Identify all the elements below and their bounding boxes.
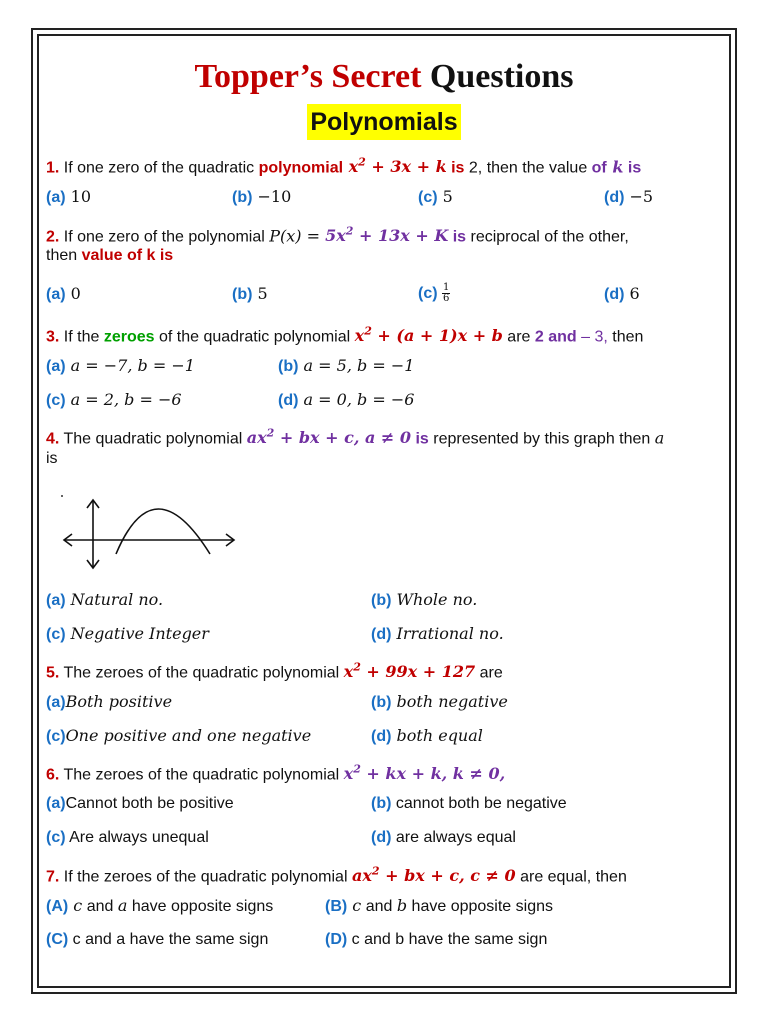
option-value: Irrational no. [391, 624, 504, 643]
question-text: If the [59, 328, 104, 346]
q3-option-b[interactable] [278, 355, 414, 378]
option-label: (a) [46, 189, 66, 206]
option-label: (a) [46, 795, 66, 812]
question-text: 2, then the value [464, 159, 592, 177]
option-text: and [361, 898, 397, 915]
option-label: (d) [604, 189, 625, 206]
q7-option-c[interactable] [46, 929, 268, 951]
math-expression: P(x) [269, 226, 302, 246]
q3-option-a[interactable] [46, 355, 195, 378]
option-label: (c) [46, 829, 66, 846]
q2-option-b[interactable] [232, 283, 268, 306]
option-label: (c) [418, 189, 438, 206]
option-value: −10 [252, 187, 292, 206]
question-number: 5. [46, 664, 60, 682]
option-label: (D) [325, 931, 348, 948]
q3-option-d[interactable] [278, 389, 414, 412]
option-label: (c) [418, 285, 438, 302]
option-label: (b) [232, 189, 253, 206]
q4-option-c[interactable] [46, 623, 209, 646]
option-label: (a) [46, 592, 66, 609]
q7-option-b[interactable] [325, 895, 553, 918]
question-text: is [46, 450, 58, 467]
question-text: The zeroes of the quadratic polynomial [59, 664, 344, 682]
keyword-is: is [411, 430, 429, 448]
parabola-curve [116, 509, 210, 554]
keyword-polynomial: polynomial [258, 159, 344, 177]
math-variable: b [396, 896, 408, 915]
option-value: a = 0, b = −6 [298, 390, 415, 409]
q6-option-b[interactable] [371, 793, 567, 815]
math-expression: $x^2 + 3x + k$ [343, 156, 447, 177]
q1-option-a[interactable] [46, 186, 91, 209]
q7-option-a[interactable] [46, 895, 273, 918]
question-text: If the zeroes of the quadratic polynomial [59, 868, 352, 886]
q2-option-a[interactable] [46, 283, 81, 306]
option-label: (b) [371, 592, 392, 609]
option-label: (C) [46, 931, 69, 948]
q5-option-b[interactable] [371, 691, 508, 714]
option-label: (b) [371, 694, 392, 711]
option-value: a = −7, b = −1 [65, 356, 195, 375]
q5-option-d[interactable] [371, 725, 483, 748]
keyword-values: – 3, [576, 328, 608, 346]
option-value: Cannot both be positive [65, 795, 234, 812]
option-value: cannot both be negative [391, 795, 567, 812]
question-2-line-2 [46, 245, 173, 267]
option-label: (b) [371, 795, 392, 812]
keyword-zeroes: zeroes [103, 328, 155, 346]
parabola-graph [58, 494, 242, 574]
option-value: are always equal [391, 829, 516, 846]
option-label: (b) [278, 358, 299, 375]
option-label: (A) [46, 898, 69, 915]
option-label: (d) [371, 829, 392, 846]
option-text: have opposite signs [127, 898, 274, 915]
question-text: If one zero of the polynomial [59, 228, 270, 246]
question-number: 6. [46, 766, 60, 784]
q1-option-d[interactable] [604, 186, 653, 209]
question-1 [46, 152, 641, 179]
keyword-of: of [591, 159, 607, 177]
option-value: 5 [252, 284, 268, 303]
math-expression: $x^2 + 99x + 127$ [343, 661, 476, 682]
option-text: have opposite signs [407, 898, 553, 915]
fraction-denominator: 6 [443, 293, 450, 305]
question-text: are [475, 664, 503, 682]
q6-option-a[interactable] [46, 793, 234, 815]
q5-option-a[interactable] [46, 691, 172, 714]
question-3 [46, 321, 643, 348]
q1-option-b[interactable] [232, 186, 291, 209]
option-value: Whole no. [391, 590, 478, 609]
option-value: Negative Integer [65, 624, 209, 643]
math-expression: $5x^2 + 13x + K$ [325, 225, 449, 246]
stray-dot [61, 495, 63, 497]
option-value: a = 2, b = −6 [65, 390, 182, 409]
math-expression: $ax^2$ + bx + c, a ≠ 0 [246, 427, 412, 448]
option-value: 6 [624, 284, 640, 303]
option-label: (b) [232, 286, 253, 303]
question-4 [46, 423, 664, 450]
question-number: 7. [46, 868, 60, 886]
option-value: 10 [65, 187, 92, 206]
math-variable: a [117, 896, 128, 915]
q3-option-c[interactable] [46, 389, 182, 412]
option-label: (c) [46, 392, 66, 409]
q2-option-d[interactable] [604, 283, 640, 306]
option-label: (c) [46, 626, 66, 643]
option-value: a = 5, b = −1 [298, 356, 415, 375]
math-variable: c [68, 896, 83, 915]
question-text: then [607, 328, 644, 346]
keyword-is: is [446, 159, 465, 177]
math-equals: = [301, 226, 326, 246]
option-value: −5 [624, 187, 654, 206]
fraction-numerator: 1 [443, 282, 450, 294]
option-label: (a) [46, 358, 66, 375]
page-subtitle: Polynomials [307, 104, 460, 140]
math-variable: k [606, 157, 624, 177]
option-value: c and b have the same sign [347, 931, 548, 948]
question-4-line-2 [46, 448, 58, 470]
option-label: (B) [325, 898, 348, 915]
keyword-value-of-k: value of k is [81, 247, 174, 264]
q1-option-c[interactable] [418, 186, 453, 209]
option-label: (c) [46, 728, 66, 745]
fraction [442, 283, 450, 304]
option-label: (d) [371, 728, 392, 745]
option-value: Are always unequal [65, 829, 209, 846]
option-value: c and a have the same sign [68, 931, 269, 948]
question-number: 4. [46, 430, 60, 448]
option-value: 5 [437, 187, 453, 206]
keyword-is: is [623, 159, 642, 177]
question-text: of the quadratic polynomial [154, 328, 355, 346]
option-value: both equal [391, 726, 483, 745]
q4-option-b[interactable] [371, 589, 477, 612]
math-expression: $x^2$ + kx + k, k ≠ 0, [343, 763, 506, 784]
option-label: (a) [46, 286, 66, 303]
question-6 [46, 759, 505, 786]
question-number: 1. [46, 159, 60, 177]
question-text: are [502, 328, 535, 346]
option-value: Natural no. [65, 590, 164, 609]
title-red-part: Topper’s Secret [194, 58, 422, 95]
math-variable: c [347, 896, 362, 915]
option-label: (a) [46, 694, 66, 711]
question-text: represented by this graph then [428, 430, 655, 448]
question-number: 2. [46, 228, 60, 246]
option-value: Both positive [65, 692, 173, 711]
option-value: 0 [65, 284, 81, 303]
math-expression: $ax^2$ + bx + c, c ≠ 0 [351, 865, 516, 886]
math-expression: $x^2 + (a + 1)x + b$ [354, 325, 503, 346]
q4-option-d[interactable] [371, 623, 504, 646]
q5-option-c[interactable] [46, 725, 311, 748]
keyword-values: 2 and [534, 328, 577, 346]
option-label: (d) [278, 392, 299, 409]
q6-option-d[interactable] [371, 827, 516, 849]
option-label: (d) [604, 286, 625, 303]
question-text: The quadratic polynomial [59, 430, 247, 448]
question-number: 3. [46, 328, 60, 346]
keyword-is: is [448, 228, 467, 246]
question-text: If one zero of the quadratic [59, 159, 259, 177]
option-value: both negative [391, 692, 508, 711]
option-label: (d) [371, 626, 392, 643]
title-black-part: Questions [429, 58, 574, 95]
q4-option-a[interactable] [46, 589, 163, 612]
option-value: One positive and one negative [65, 726, 312, 745]
question-7 [46, 861, 627, 888]
q2-option-c[interactable] [418, 283, 450, 305]
question-text: then [46, 247, 82, 264]
question-text: reciprocal of the other, [466, 228, 629, 246]
math-variable: a [654, 428, 665, 448]
question-text: The zeroes of the quadratic polynomial [59, 766, 344, 784]
question-5 [46, 657, 503, 684]
q7-option-d[interactable] [325, 929, 547, 951]
question-text: are equal, then [515, 868, 627, 886]
q6-option-c[interactable] [46, 827, 209, 849]
page-title [0, 58, 768, 96]
option-text: and [82, 898, 118, 915]
